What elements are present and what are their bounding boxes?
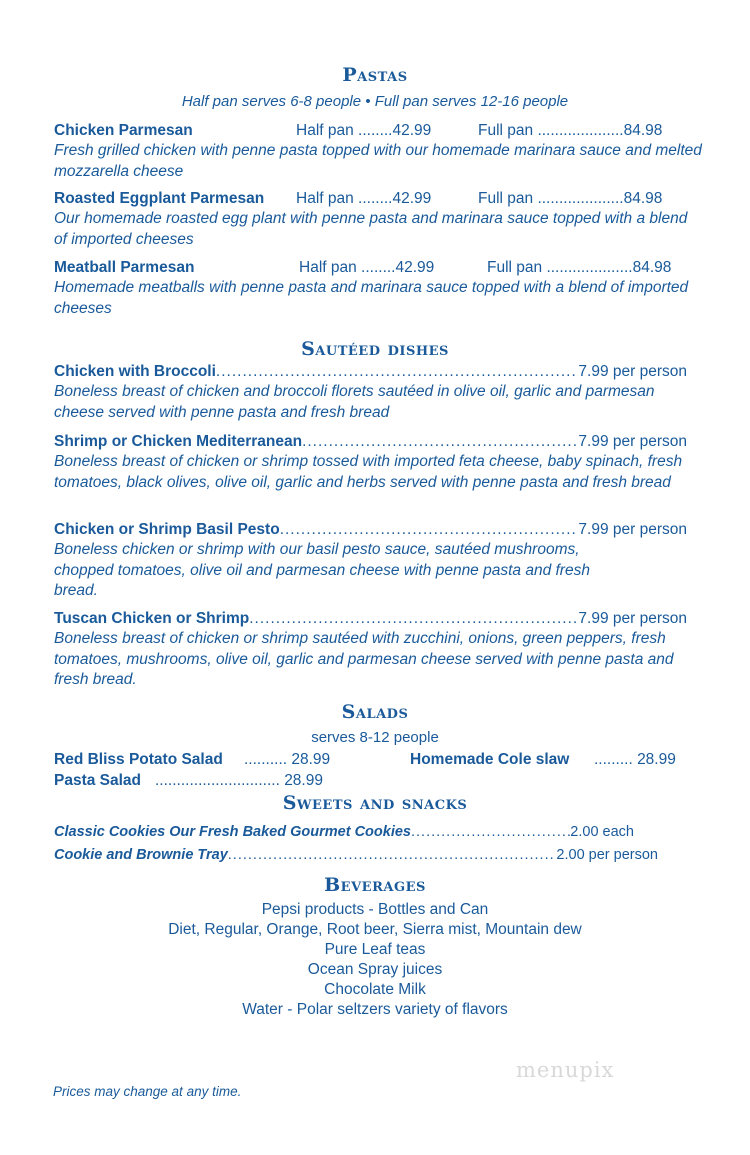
menupix-watermark: menupix: [516, 1058, 615, 1082]
pastas-subtitle: Half pan serves 6-8 people • Full pan serves 12-16 people: [181, 93, 569, 110]
sauteed-item-description: Boneless breast of chicken or shrimp sautéed with zucchini, onions, green peppers, fresh tomatoes, mushrooms, olive oil, garlic and parmesan cheese served with penne pasta and fresh bread.: [54, 630, 674, 688]
sauteed-heading: Sautéed dishes: [301, 338, 449, 360]
dot-leader: [216, 362, 579, 382]
beverage-line: Water - Polar seltzers variety of flavors: [242, 1001, 508, 1018]
pasta-item-description: Homemade meatballs with penne pasta and marinara sauce topped with a blend of imported cheeses: [54, 279, 689, 317]
salad-item-name: Red Bliss Potato Salad: [54, 751, 223, 768]
pasta-full-price: Full pan ....................84.98: [478, 190, 663, 207]
beverage-line: Chocolate Milk: [324, 981, 426, 998]
pasta-item-name: Roasted Eggplant Parmesan: [54, 190, 265, 207]
dot-leader: [228, 845, 557, 865]
sweets-item-name: Classic Cookies Our Fresh Baked Gourmet Cookies: [54, 824, 411, 840]
pasta-item-description: Our homemade roasted egg plant with penne pasta and marinara sauce topped with a blend of imported cheeses: [54, 210, 688, 248]
beverage-line: Pure Leaf teas: [324, 941, 426, 958]
sauteed-item-name: Tuscan Chicken or Shrimp: [54, 610, 250, 627]
dot-leader: [280, 520, 579, 540]
pasta-half-price: Half pan ........42.99: [296, 122, 432, 139]
beverage-line: Ocean Spray juices: [307, 961, 443, 978]
salads-subtitle: serves 8-12 people: [311, 729, 439, 746]
pasta-full-price: Full pan ....................84.98: [487, 259, 672, 276]
dot-leader: [411, 822, 570, 842]
sauteed-item-name: Chicken with Broccoli: [54, 363, 216, 380]
beverage-line: Pepsi products - Bottles and Can: [261, 901, 489, 918]
salad-item-name: Pasta Salad: [54, 772, 142, 789]
sweets-item-price: 2.00 per person: [556, 847, 658, 863]
salad-item-price: ......... 28.99: [594, 751, 676, 768]
sweets-item-price: 2.00 each: [570, 824, 634, 840]
pastas-heading: Pastas: [342, 64, 408, 86]
dot-leader: [249, 609, 578, 629]
salad-item-price: .......... 28.99: [244, 751, 331, 768]
sauteed-item-description: Boneless breast of chicken or shrimp tossed with imported feta cheese, baby spinach, fresh tomatoes, black olives, olive oil, garlic and herbs served with penne pasta and fresh bread: [54, 453, 683, 491]
pasta-item-name: Chicken Parmesan: [54, 122, 193, 139]
sauteed-item-price: 7.99 per person: [578, 363, 687, 380]
salad-item-name: Homemade Cole slaw: [410, 751, 570, 768]
beverages-heading: Beverages: [324, 874, 426, 896]
salads-heading: Salads: [341, 701, 409, 723]
sauteed-item-name: Shrimp or Chicken Mediterranean: [54, 433, 303, 450]
beverage-line: Diet, Regular, Orange, Root beer, Sierra mist, Mountain dew: [168, 921, 582, 938]
sweets-heading: Sweets and snacks: [282, 792, 468, 814]
sauteed-item-price: 7.99 per person: [578, 521, 687, 538]
pasta-full-price: Full pan ....................84.98: [478, 122, 663, 139]
pasta-half-price: Half pan ........42.99: [299, 259, 435, 276]
salad-item-price: ............................. 28.99: [155, 772, 323, 789]
pasta-half-price: Half pan ........42.99: [296, 190, 432, 207]
pasta-item-name: Meatball Parmesan: [54, 259, 195, 276]
sauteed-item-price: 7.99 per person: [578, 433, 687, 450]
sauteed-item-price: 7.99 per person: [578, 610, 687, 627]
sauteed-item-name: Chicken or Shrimp Basil Pesto: [54, 521, 280, 538]
sauteed-item-description: Boneless breast of chicken and broccoli florets sautéed in olive oil, garlic and parmesan cheese served with penne pasta and fresh bread: [54, 383, 655, 421]
sauteed-item-description: Boneless chicken or shrimp with our basil pesto sauce, sautéed mushrooms, chopped tomatoes, olive oil and parmesan cheese with penne pasta and fresh bread.: [54, 541, 590, 599]
dot-leader: [302, 432, 578, 452]
sweets-item-name: Cookie and Brownie Tray: [54, 847, 228, 863]
pasta-item-description: Fresh grilled chicken with penne pasta topped with our homemade marinara sauce and melted mozzarella cheese: [54, 142, 702, 180]
price-disclaimer: Prices may change at any time.: [53, 1084, 242, 1099]
